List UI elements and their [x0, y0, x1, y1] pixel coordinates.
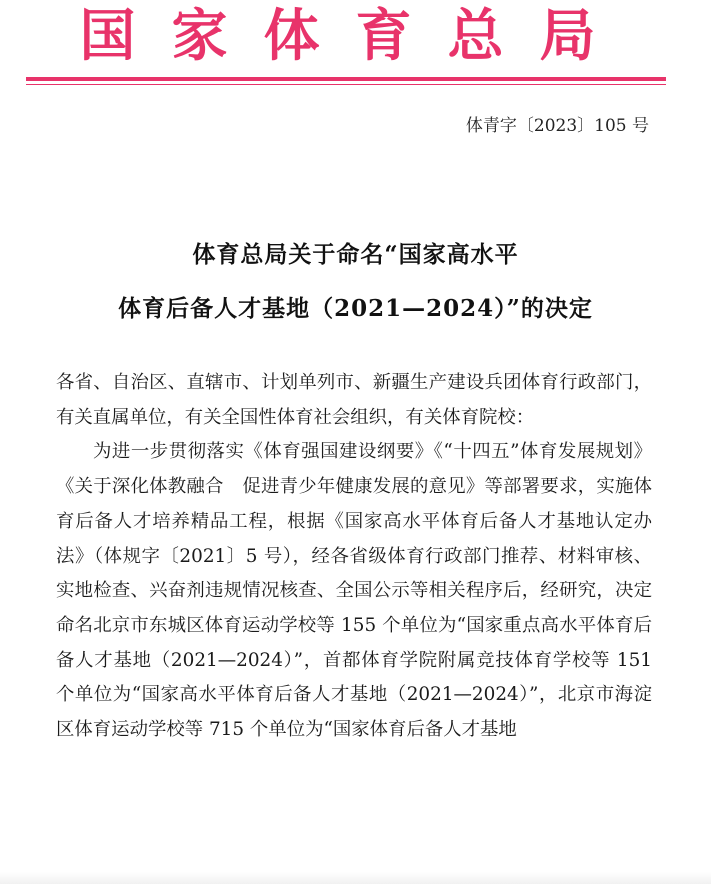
document-title-line-2: 体育后备人才基地（2021—2024）”的决定 — [118, 295, 593, 322]
decision-paragraph: 为进一步贯彻落实《体育强国建设纲要》《“十四五”体育发展规划》《关于深化体教融合 促进青少年健康发展的意见》等部署要求，实施体育后备人才培养精品工程，根据《国家高水平体育后备人才基地认定办法》（体规字〔2021〕5 号），经各省级体育行政部门推荐、材料审核、实地检查、兴奋剂违规情况核查、全国公示等相关程序后，经研究，决定命名北京市东城区体育运动学校等 155 个单位为“国家重点高水平体育后备人才基地（2021—2024）”，首都体育学院附属竞技体育学校等 151 个单位为“国家高水平体育后备人才基地（2021—2024）”，北京市海淀区体育运动学校等 715 个单位为“国家体育后备人才基地 — [56, 441, 652, 741]
document-title-line-1: 体育总局关于命名“国家高水平 — [192, 241, 519, 268]
addressees-paragraph: 各省、自治区、直辖市、计划单列市、新疆生产建设兵团体育行政部门，有关直属单位，有关全国性体育社会组织，有关体育院校： — [56, 372, 652, 428]
letterhead-red-rule — [26, 77, 666, 81]
document-body — [56, 366, 652, 748]
document-title — [40, 228, 671, 336]
agency-letterhead-title: 国家体育总局 — [79, 3, 632, 69]
scan-bottom-edge — [0, 872, 711, 884]
letterhead-red-rule-thin — [26, 84, 666, 85]
document-number: 体青字〔2023〕105 号 — [465, 116, 649, 136]
